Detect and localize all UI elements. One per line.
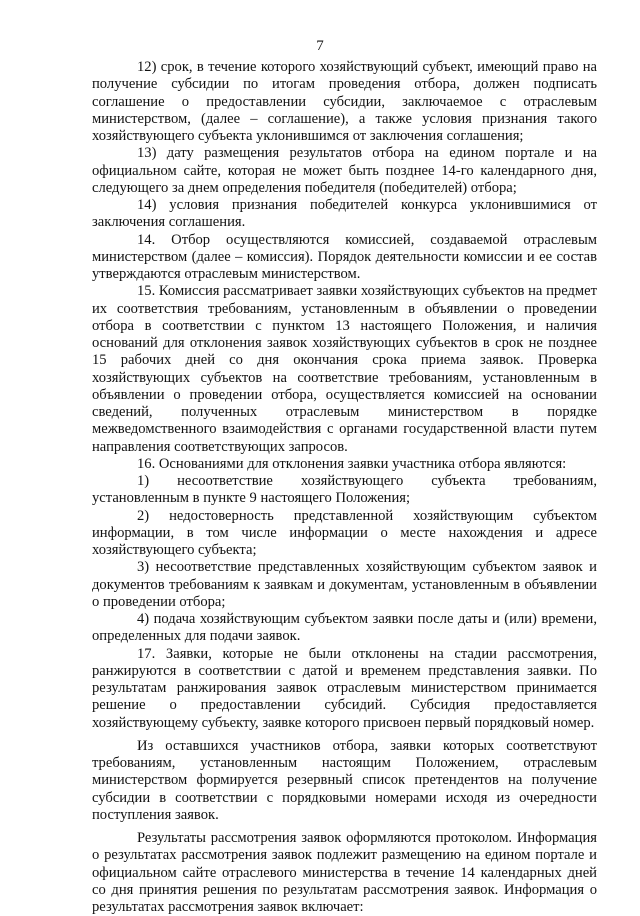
paragraph-results-protocol: Результаты рассмотрения заявок оформляются протоколом. Информация о результатах рассмотрения заявок подлежит размещению на едином портале и официальном сайте отраслевого министерства в течение 14 календарных дней со дня принятия решения по результатам рассмотрения заявок. Информация о результатах рассмотрения заявок включает: — [92, 830, 597, 915]
paragraph-ground-2: 2) недостоверность представленной хозяйствующим субъектом информации, в том числе информации о месте нахождения и адресе хозяйствующего субъекта; — [92, 507, 597, 558]
document-body — [92, 59, 597, 916]
paragraph-clause-16: 16. Основаниями для отклонения заявки участника отбора являются: — [137, 455, 567, 472]
paragraph-ground-1: 1) несоответствие хозяйствующего субъекта требованиям, установленным в пункте 9 настоящего Положения; — [92, 473, 597, 507]
paragraph-ground-4: 4) подача хозяйствующим субъектом заявки после даты и (или) времени, определенных для подачи заявок. — [92, 611, 597, 645]
paragraph-item-12: 12) срок, в течение которого хозяйствующий субъект, имеющий право на получение субсидии по итогам проведения отбора, должен подписать соглашение о предоставлении субсидии, заключаемое с отраслевым министерством, (далее – соглашение), а также условия признания такого хозяйствующего субъекта уклонившимся от заключения соглашения; — [92, 59, 597, 144]
paragraph-item-13: 13) дату размещения результатов отбора на едином портале и на официальном сайте, которая не может быть позднее 14-го календарного дня, следующего за днем определения победителя (победителей) отбора; — [92, 145, 597, 196]
paragraph-reserve-list: Из оставшихся участников отбора, заявки которых соответствуют требованиям, установленным настоящим Положением, отраслевым министерством формируется резервный список претендентов на получение субсидии в соответствии с порядковыми номерами исходя из очередности поступления заявок. — [92, 737, 597, 823]
paragraph-clause-17: 17. Заявки, которые не были отклонены на стадии рассмотрения, ранжируются в соответствии с датой и временем представления заявки. По результатам ранжирования заявок отраслевым министерством принимается решение о предоставлении субсидий. Субсидия предоставляется хозяйствующему субъекту, заявке которого присвоен первый порядковый номер. — [92, 645, 597, 731]
paragraph-clause-15: 15. Комиссия рассматривает заявки хозяйствующих субъектов на предмет их соответствия требованиям, установленным в объявлении о проведении отбора в соответствии с пунктом 13 настоящего Положения, и наличия оснований для отклонения заявок хозяйствующих субъектов в срок не позднее 15 рабочих дней со дня окончания срока приема заявок. Проверка хозяйствующих субъектов на соответствие требованиям, установленным в объявлении о проведении отбора, осуществляется комиссией на основании сведений, полученных отраслевым министерством в порядке межведомственного взаимодействия с органами государственной власти путем направления соответствующих запросов. — [92, 283, 597, 455]
page-number: 7 — [316, 38, 324, 54]
paragraph-ground-3: 3) несоответствие представленных хозяйствующим субъектом заявок и документов требованиям к заявкам и документам, установленным в объявлении о проведении отбора; — [92, 559, 597, 610]
paragraph-clause-14: 14. Отбор осуществляются комиссией, создаваемой отраслевым министерством (далее – комиссия). Порядок деятельности комиссии и ее состав утверждаются отраслевым министерством. — [92, 231, 597, 282]
paragraph-item-14: 14) условия признания победителей конкурса уклонившимися от заключения соглашения. — [92, 197, 597, 231]
